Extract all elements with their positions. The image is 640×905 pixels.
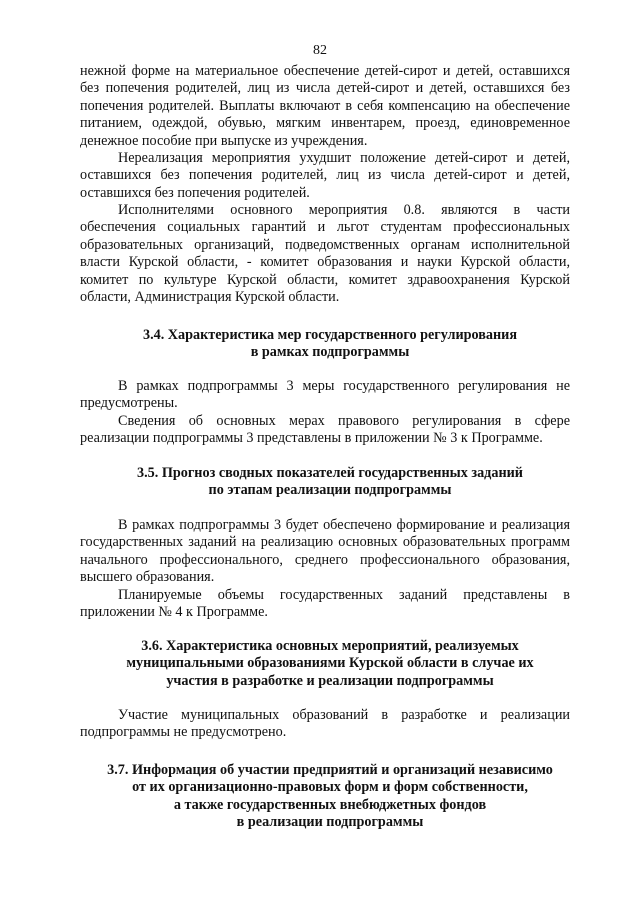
paragraph-planned-volumes: Планируемые объемы государственных заданий представлены в приложении № 4 к Программе. (80, 587, 570, 621)
heading-line: участия в разработке и реализации подпрограммы (166, 672, 494, 689)
heading-line: по этапам реализации подпрограммы (208, 482, 452, 499)
heading-line: в рамках подпрограммы (250, 344, 410, 361)
paragraph-state-assignments: В рамках подпрограммы 3 будет обеспечено формирование и реализация государственных заданий на реализацию основных образовательных программ начального профессионального, среднего профессионального образования, высшего образования. (80, 517, 570, 586)
heading-line: 3.6. Характеристика основных мероприятий, реализуемых (141, 638, 519, 654)
heading-line: 3.5. Прогноз сводных показателей государственных заданий (137, 465, 523, 481)
heading-line: 3.4. Характеристика мер государственного регулирования (142, 327, 518, 343)
paragraph-non-implementation: Нереализация мероприятия ухудшит положение детей-сирот и детей, оставшихся без попечения родителей, лиц из числа детей-сирот и детей, оставшихся без попечения родителей. (80, 150, 570, 201)
heading-line: в реализации подпрограммы (236, 814, 424, 831)
heading-3-6 (60, 638, 600, 690)
heading-3-5 (60, 465, 600, 500)
paragraph-regulation-measures: В рамках подпрограммы 3 меры государственного регулирования не предусмотрены. (80, 378, 570, 412)
paragraph-municipal-participation: Участие муниципальных образований в разработке и реализации подпрограммы не предусмотрено. (80, 707, 570, 741)
heading-line: от их организационно-правовых форм и форм собственности, (132, 779, 528, 796)
heading-line: 3.7. Информация об участии предприятий и организаций независимо (107, 762, 553, 778)
page-number: 82 (313, 43, 327, 58)
paragraph-legal-regulation: Сведения об основных мерах правового регулирования в сфере реализации подпрограммы 3 представлены в приложении № 3 к Программе. (80, 413, 570, 447)
heading-line: а также государственных внебюджетных фондов (173, 796, 487, 813)
heading-3-4 (60, 327, 600, 362)
heading-3-7 (60, 762, 600, 832)
paragraph-payments: нежной форме на материальное обеспечение детей-сирот и детей, оставшихся без попечения родителей, лиц из числа детей-сирот и детей, оставшихся без попечения родителей. Выплаты включают в себя компенсацию на обеспечение питанием, одеждой, обувью, мягким инвентарем, проезд, единовременное денежное пособие при выпуске из учреждения. (80, 63, 570, 149)
paragraph-executors: Исполнителями основного мероприятия 0.8. являются в части обеспечения социальных гарантий и льгот студентам профессиональных образовательных организаций, подведомственных органам исполнительной власти Курской области, - комитет образования и науки Курской области, комитет по культуре Курской области, комитет здравоохранения Курской области, Администрация Курской области. (80, 202, 570, 306)
heading-line: муниципальными образованиями Курской области в случае их (126, 655, 534, 672)
